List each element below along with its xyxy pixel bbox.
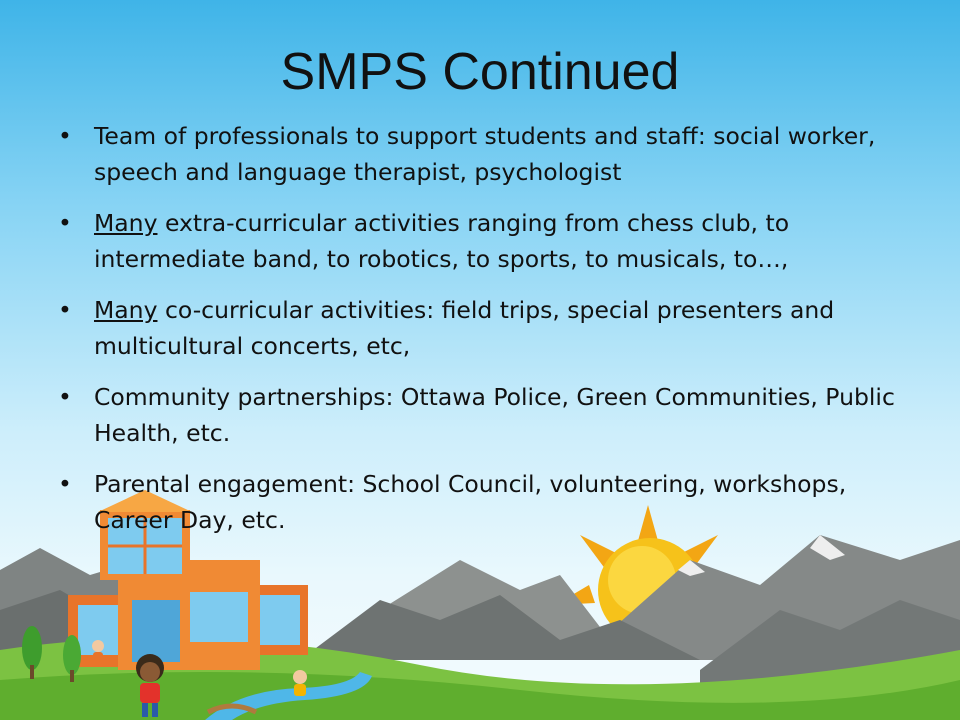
bullet-dot: •	[58, 470, 72, 498]
bullet-item	[58, 292, 898, 364]
bullet-item	[58, 205, 898, 277]
bullet-dot: •	[58, 383, 72, 411]
slide-title: SMPS Continued	[280, 43, 680, 101]
bullet-text: Community partnerships: Ottawa Police, Green Communities, Public Health, etc.	[94, 383, 895, 447]
bullet-text: Team of professionals to support students and staff: social worker, speech and language therapist, psychologist	[94, 122, 876, 186]
bullet-item	[58, 379, 898, 451]
underlined-emphasis: Many	[94, 296, 158, 324]
bullet-dot: •	[58, 296, 72, 324]
bullet-list	[58, 118, 898, 553]
bullet-item	[58, 466, 898, 538]
bullet-item	[58, 118, 898, 190]
bullet-dot: •	[58, 122, 72, 150]
bullet-dot: •	[58, 209, 72, 237]
bullet-text: co-curricular activities: field trips, special presenters and multicultural concerts, etc,	[94, 296, 835, 360]
bullet-text: extra-curricular activities ranging from chess club, to intermediate band, to robotics, to sports, to musicals, to…,	[94, 209, 790, 273]
underlined-emphasis: Many	[94, 209, 158, 237]
bullet-text: Parental engagement: School Council, volunteering, workshops, Career Day, etc.	[94, 470, 847, 534]
